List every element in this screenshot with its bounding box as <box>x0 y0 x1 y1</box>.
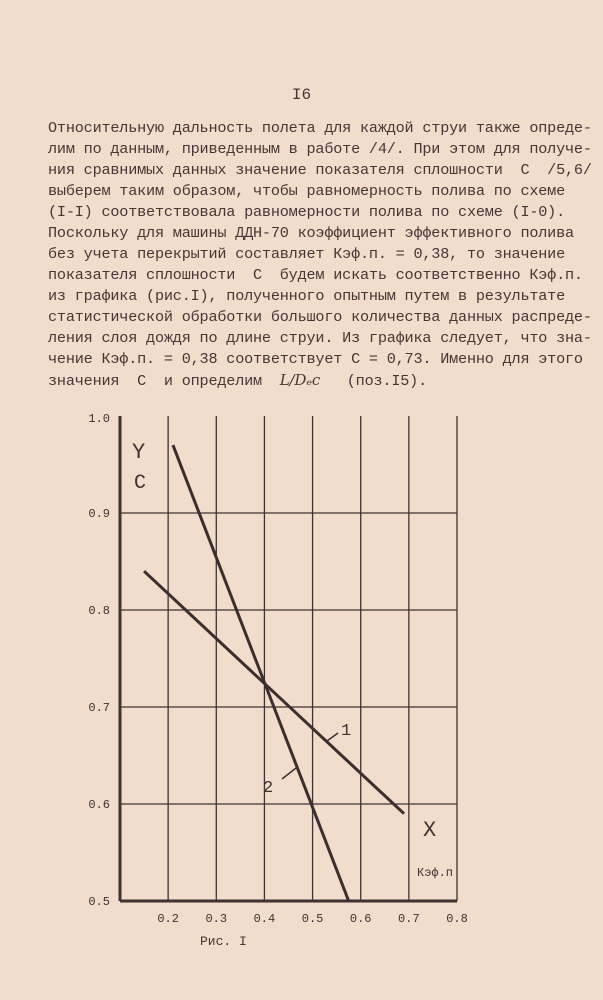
x-axis-label: Кэф.п <box>417 866 454 880</box>
x-tick-label: 0.8 <box>446 912 468 926</box>
x-axis-letter: X <box>423 818 437 843</box>
x-tick-label: 0.3 <box>205 912 228 926</box>
y-tick-label: 0.7 <box>88 701 110 715</box>
series-1-leader <box>327 733 338 741</box>
y-tick-label: 0.8 <box>88 604 110 618</box>
y-tick-label: 0.9 <box>88 507 110 521</box>
text-line: (I-I) соответствовала равномерности полива по схеме (I-0). <box>48 203 566 221</box>
y-tick-label: 0.5 <box>88 895 110 909</box>
series-label-2: 2 <box>263 779 274 798</box>
page-number: I6 <box>291 86 312 104</box>
figure-caption: Рис. I <box>200 934 247 949</box>
x-tick-label: 0.6 <box>349 912 372 926</box>
series-2-leader <box>282 768 296 779</box>
text-line: выберем таким образом, чтобы равномерность полива по схеме <box>48 182 566 200</box>
x-tick-label: 0.4 <box>253 912 276 926</box>
text-line: Относительную дальность полета для каждой струи также опреде- <box>48 119 592 137</box>
handwritten-formula: L/Dₑc <box>279 371 321 389</box>
text-line: ления слоя дождя по длине струи. Из графика следует, что зна- <box>48 329 592 347</box>
x-tick-label: 0.5 <box>301 912 324 926</box>
text-line: из графика (рис.I), полученного опытным путем в результате <box>48 287 566 305</box>
text-line: чение Кэф.п. = 0,38 соответствует С = 0,73. Именно для этого <box>48 350 583 368</box>
text-line: показателя сплошности С будем искать соответственно Кэф.п. <box>48 266 583 284</box>
text-line: ния сравнимых данных значение показателя сплошности С /5,6/ <box>48 161 592 179</box>
text-line: лим по данным, приведенным в работе /4/. При этом для получе- <box>48 140 592 158</box>
series-line-1 <box>144 571 404 814</box>
x-tick-label: 0.7 <box>398 912 420 926</box>
y-tick-label: 0.6 <box>88 798 110 812</box>
text-line: без учета перекрытий составляет Кэф.п. = 0,38, то значение <box>48 245 566 263</box>
x-tick-label: 0.2 <box>157 912 179 926</box>
y-axis-letter: Y <box>132 440 146 465</box>
series-label-1: 1 <box>341 722 352 741</box>
text-segment: значения С и определим <box>48 372 280 390</box>
y-axis-label: C <box>134 472 147 495</box>
text-line: Поскольку для машины ДДН-70 коэффициент эффективного полива <box>48 224 574 242</box>
text-segment: (поз.I5). <box>320 372 427 390</box>
text-line: статистической обработки большого количества данных распреде- <box>48 308 592 326</box>
y-tick-label: 1.0 <box>88 412 110 426</box>
